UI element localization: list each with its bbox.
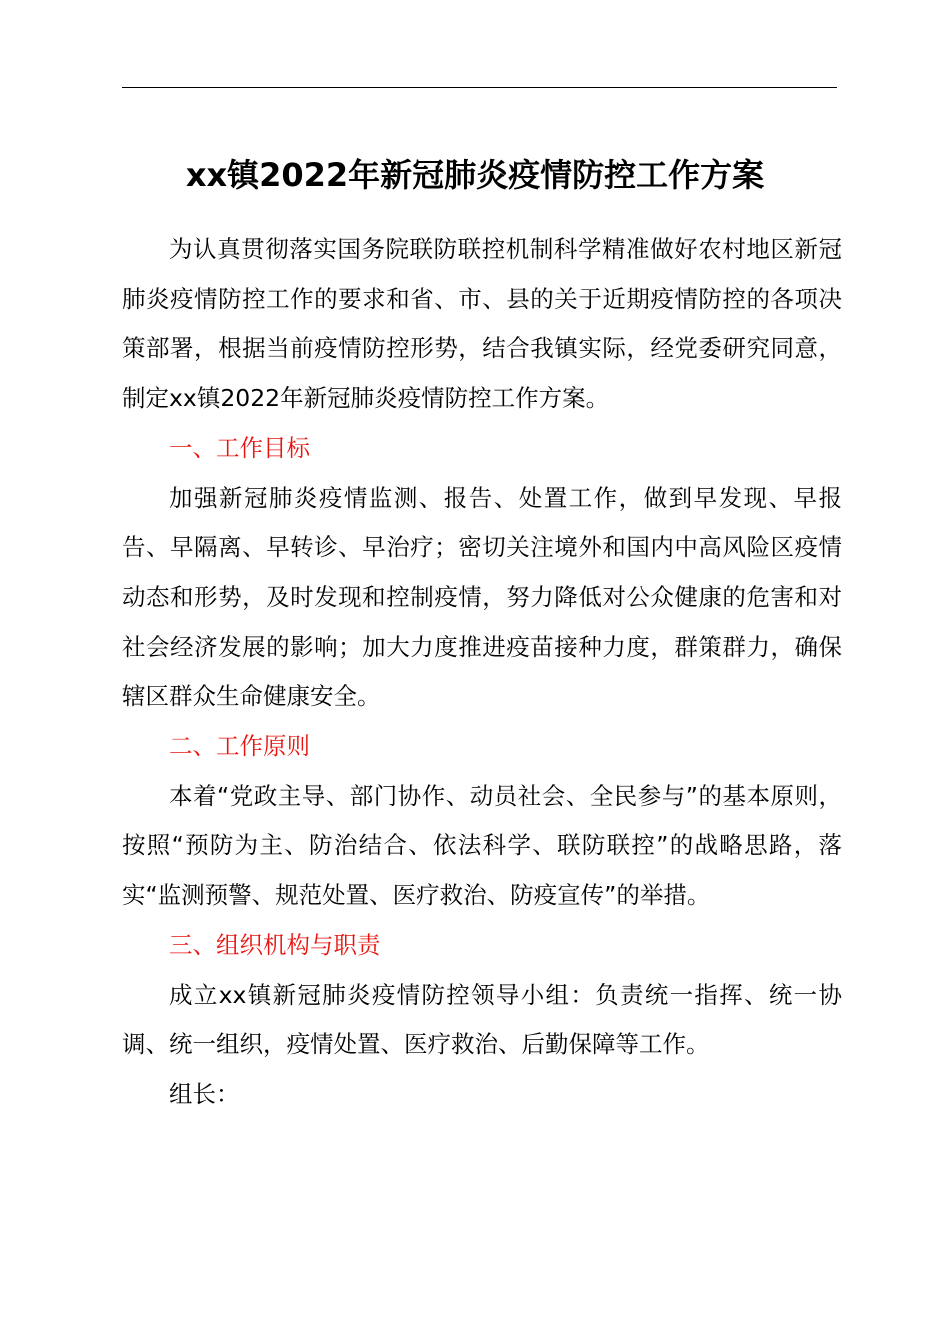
- intro-paragraph: 为认真贯彻落实国务院联防联控机制科学精准做好农村地区新冠肺炎疫情防控工作的要求和省、市、县的关于近期疫情防控的各项决策部署，根据当前疫情防控形势，结合我镇实际，经党委研究同意，制定xx镇2022年新冠肺炎疫情防控工作方案。: [122, 235, 842, 413]
- section-heading-organization: 三、组织机构与职责: [169, 930, 381, 959]
- leader-label: 组长：: [169, 1079, 240, 1108]
- section-text-organization: 成立xx镇新冠肺炎疫情防控领导小组：负责统一指挥、统一协调、统一组织，疫情处置、医疗救治、后勤保障等工作。: [122, 980, 842, 1059]
- document-title: xx镇2022年新冠肺炎疫情防控工作方案: [185, 156, 765, 194]
- header-rule: [122, 87, 837, 88]
- section-heading-goals: 一、工作目标: [169, 433, 310, 462]
- section-text-principles: 本着“党政主导、部门协作、动员社会、全民参与”的基本原则，按照“预防为主、防治结合、依法科学、联防联控”的战略思路，落实“监测预警、规范处置、医疗救治、防疫宣传”的举措。: [122, 781, 842, 910]
- document-body: [122, 225, 842, 1120]
- section-heading-principles: 二、工作原则: [169, 732, 310, 761]
- section-text-goals: 加强新冠肺炎疫情监测、报告、处置工作，做到早发现、早报告、早隔离、早转诊、早治疗；密切关注境外和国内中高风险区疫情动态和形势，及时发现和控制疫情，努力降低对公众健康的危害和对社会经济发展的影响；加大力度推进疫苗接种力度，群策群力，确保辖区群众生命健康安全。: [122, 483, 842, 711]
